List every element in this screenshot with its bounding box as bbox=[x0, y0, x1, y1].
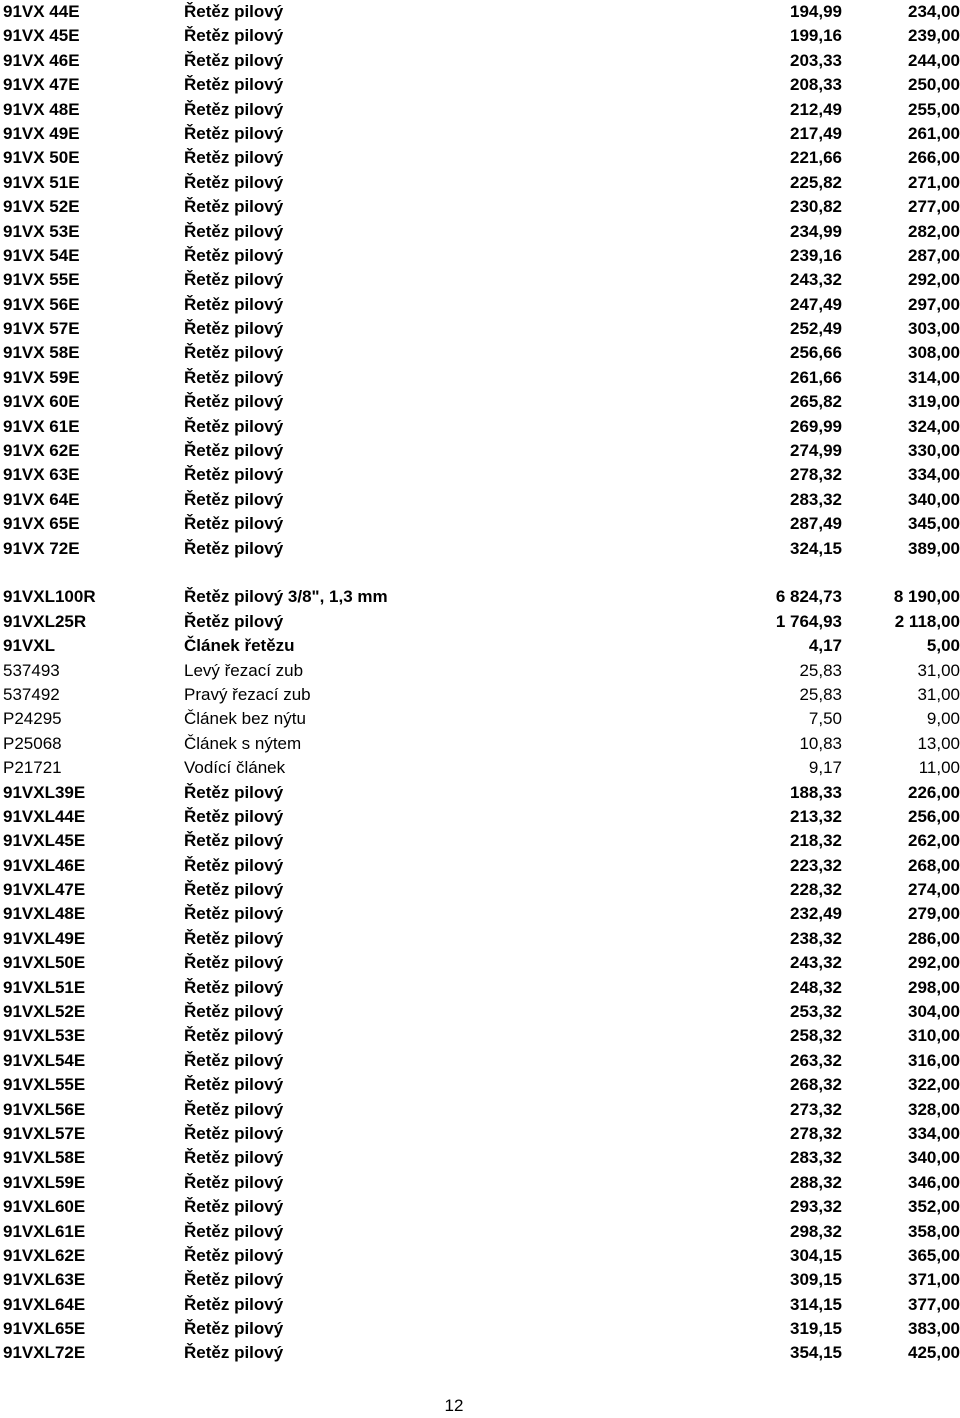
price-with-vat: 365,00 bbox=[908, 1245, 960, 1265]
price-without-vat: 4,17 bbox=[808, 636, 842, 656]
product-description: Řetěz pilový bbox=[184, 489, 284, 509]
table-row bbox=[0, 293, 960, 317]
price-without-vat: 238,32 bbox=[790, 928, 842, 948]
price-with-vat: 266,00 bbox=[908, 148, 960, 168]
product-description: Pravý řezací zub bbox=[184, 684, 311, 704]
product-description: Řetěz pilový bbox=[184, 855, 284, 875]
product-code: 91VX 54E bbox=[3, 245, 80, 265]
product-description: Levý řezací zub bbox=[184, 660, 304, 680]
table-row bbox=[0, 122, 960, 146]
product-code: 91VXL53E bbox=[3, 1026, 86, 1046]
table-row bbox=[0, 537, 960, 561]
price-with-vat: 255,00 bbox=[908, 99, 960, 119]
product-code: 91VXL46E bbox=[3, 855, 86, 875]
price-without-vat: 309,15 bbox=[790, 1270, 842, 1290]
product-code: P24295 bbox=[3, 709, 62, 729]
product-description: Řetěz pilový 3/8", 1,3 mm bbox=[184, 587, 388, 607]
price-without-vat: 256,66 bbox=[790, 343, 842, 363]
product-description: Článek bez nýtu bbox=[184, 709, 306, 729]
price-without-vat: 194,99 bbox=[790, 2, 842, 21]
product-code: 91VX 72E bbox=[3, 538, 80, 558]
price-without-vat: 278,32 bbox=[790, 1123, 842, 1143]
price-without-vat: 287,49 bbox=[790, 514, 842, 534]
product-description: Řetěz pilový bbox=[184, 514, 284, 534]
price-without-vat: 223,32 bbox=[790, 855, 842, 875]
price-without-vat: 239,16 bbox=[790, 245, 842, 265]
price-with-vat: 8 190,00 bbox=[893, 587, 960, 607]
product-code: 91VXL bbox=[3, 636, 55, 656]
product-description: Řetěz pilový bbox=[184, 1172, 284, 1192]
product-description: Řetěz pilový bbox=[184, 1026, 284, 1046]
price-without-vat: 243,32 bbox=[790, 270, 842, 290]
table-row bbox=[0, 902, 960, 926]
price-with-vat: 226,00 bbox=[908, 782, 960, 802]
product-description: Řetěz pilový bbox=[184, 26, 284, 46]
table-row bbox=[0, 1220, 960, 1244]
table-row bbox=[0, 829, 960, 853]
price-without-vat: 283,32 bbox=[790, 1148, 842, 1168]
price-with-vat: 292,00 bbox=[908, 953, 960, 973]
price-with-vat: 316,00 bbox=[908, 1050, 960, 1070]
price-with-vat: 2 118,00 bbox=[894, 611, 960, 631]
product-description: Řetěz pilový bbox=[184, 782, 284, 802]
price-with-vat: 256,00 bbox=[908, 806, 960, 826]
price-without-vat: 288,32 bbox=[790, 1172, 842, 1192]
price-with-vat: 250,00 bbox=[908, 75, 960, 95]
product-code: 91VXL54E bbox=[3, 1050, 86, 1070]
price-without-vat: 243,32 bbox=[790, 953, 842, 973]
product-code: 91VXL58E bbox=[3, 1148, 86, 1168]
table-row bbox=[0, 854, 960, 878]
product-description: Řetěz pilový bbox=[184, 2, 284, 21]
price-without-vat: 273,32 bbox=[790, 1099, 842, 1119]
table-row bbox=[0, 1000, 960, 1024]
product-description: Řetěz pilový bbox=[184, 1270, 284, 1290]
product-description: Řetěz pilový bbox=[184, 806, 284, 826]
price-with-vat: 279,00 bbox=[908, 904, 960, 924]
price-with-vat: 319,00 bbox=[908, 392, 960, 412]
price-with-vat: 371,00 bbox=[908, 1270, 960, 1290]
product-description: Řetěz pilový bbox=[184, 294, 284, 314]
table-row bbox=[0, 195, 960, 219]
price-with-vat: 261,00 bbox=[908, 123, 960, 143]
table-row bbox=[0, 415, 960, 439]
product-code: P21721 bbox=[3, 758, 62, 778]
price-without-vat: 230,82 bbox=[790, 197, 842, 217]
price-with-vat: 13,00 bbox=[917, 733, 960, 753]
table-row bbox=[0, 1293, 960, 1317]
price-with-vat: 297,00 bbox=[908, 294, 960, 314]
product-code: 91VXL51E bbox=[3, 977, 86, 997]
price-without-vat: 228,32 bbox=[790, 880, 842, 900]
table-row bbox=[0, 1073, 960, 1097]
product-code: 91VX 49E bbox=[3, 123, 80, 143]
price-without-vat: 213,32 bbox=[790, 806, 842, 826]
price-with-vat: 334,00 bbox=[908, 465, 960, 485]
page-number: 12 bbox=[444, 1396, 464, 1415]
price-without-vat: 234,99 bbox=[790, 221, 842, 241]
table-row bbox=[0, 1098, 960, 1122]
price-with-vat: 9,00 bbox=[926, 709, 960, 729]
product-description: Článek řetězu bbox=[184, 636, 295, 656]
price-without-vat: 268,32 bbox=[790, 1075, 842, 1095]
table-row bbox=[0, 610, 960, 634]
price-with-vat: 330,00 bbox=[908, 441, 960, 461]
product-code: 91VX 52E bbox=[3, 197, 80, 217]
price-without-vat: 1 764,93 bbox=[775, 611, 842, 631]
product-code: 91VXL39E bbox=[3, 782, 86, 802]
price-with-vat: 234,00 bbox=[908, 2, 960, 21]
product-description: Řetěz pilový bbox=[184, 1148, 284, 1168]
product-description: Řetěz pilový bbox=[184, 245, 284, 265]
price-without-vat: 269,99 bbox=[790, 416, 842, 436]
table-row bbox=[0, 463, 960, 487]
product-description: Řetěz pilový bbox=[184, 831, 284, 851]
table-row bbox=[0, 732, 960, 756]
product-description: Řetěz pilový bbox=[184, 953, 284, 973]
price-without-vat: 225,82 bbox=[790, 172, 842, 192]
product-code: 91VX 51E bbox=[3, 172, 80, 192]
price-with-vat: 239,00 bbox=[908, 26, 960, 46]
table-row bbox=[0, 439, 960, 463]
product-description: Řetěz pilový bbox=[184, 880, 284, 900]
product-description: Řetěz pilový bbox=[184, 416, 284, 436]
price-with-vat: 346,00 bbox=[908, 1172, 960, 1192]
price-without-vat: 265,82 bbox=[790, 392, 842, 412]
product-code: 91VX 65E bbox=[3, 514, 80, 534]
product-description: Řetěz pilový bbox=[184, 75, 284, 95]
table-row bbox=[0, 244, 960, 268]
table-row bbox=[0, 1268, 960, 1292]
table-row bbox=[0, 1049, 960, 1073]
price-with-vat: 5,00 bbox=[926, 636, 960, 656]
table-row bbox=[0, 756, 960, 780]
price-with-vat: 271,00 bbox=[908, 172, 960, 192]
price-with-vat: 345,00 bbox=[908, 514, 960, 534]
product-description: Řetěz pilový bbox=[184, 1002, 284, 1022]
product-code: 91VX 47E bbox=[3, 75, 80, 95]
table-row bbox=[0, 927, 960, 951]
price-without-vat: 10,83 bbox=[799, 733, 842, 753]
product-description: Řetěz pilový bbox=[184, 392, 284, 412]
product-description: Řetěz pilový bbox=[184, 904, 284, 924]
price-without-vat: 217,49 bbox=[790, 123, 842, 143]
table-row bbox=[0, 1146, 960, 1170]
product-description: Řetěz pilový bbox=[184, 172, 284, 192]
price-without-vat: 247,49 bbox=[790, 294, 842, 314]
price-without-vat: 25,83 bbox=[799, 660, 842, 680]
price-without-vat: 232,49 bbox=[790, 904, 842, 924]
table-row bbox=[0, 781, 960, 805]
table-row bbox=[0, 1122, 960, 1146]
table-row bbox=[0, 805, 960, 829]
product-code: 537492 bbox=[3, 684, 60, 704]
price-with-vat: 303,00 bbox=[908, 319, 960, 339]
table-row bbox=[0, 707, 960, 731]
table-row bbox=[0, 1195, 960, 1219]
price-without-vat: 188,33 bbox=[790, 782, 842, 802]
table-row bbox=[0, 0, 960, 24]
price-with-vat: 262,00 bbox=[908, 831, 960, 851]
product-code: 91VXL64E bbox=[3, 1294, 86, 1314]
product-description: Řetěz pilový bbox=[184, 441, 284, 461]
price-with-vat: 282,00 bbox=[908, 221, 960, 241]
price-with-vat: 383,00 bbox=[908, 1319, 960, 1339]
product-description: Řetěz pilový bbox=[184, 1343, 284, 1363]
product-code: 91VXL50E bbox=[3, 953, 86, 973]
product-description: Řetěz pilový bbox=[184, 1221, 284, 1241]
product-description: Řetěz pilový bbox=[184, 977, 284, 997]
product-code: 91VXL62E bbox=[3, 1245, 86, 1265]
price-with-vat: 287,00 bbox=[908, 245, 960, 265]
product-code: 91VXL100R bbox=[3, 587, 96, 607]
product-code: 91VXL72E bbox=[3, 1343, 86, 1363]
table-row bbox=[0, 73, 960, 97]
price-without-vat: 324,15 bbox=[790, 538, 842, 558]
price-with-vat: 277,00 bbox=[908, 197, 960, 217]
price-without-vat: 354,15 bbox=[790, 1343, 842, 1363]
product-code: 91VX 46E bbox=[3, 50, 80, 70]
table-row bbox=[0, 220, 960, 244]
product-code: 91VX 44E bbox=[3, 2, 80, 21]
product-description: Řetěz pilový bbox=[184, 1197, 284, 1217]
price-with-vat: 425,00 bbox=[908, 1343, 960, 1363]
price-without-vat: 199,16 bbox=[790, 26, 842, 46]
product-description: Řetěz pilový bbox=[184, 1099, 284, 1119]
price-with-vat: 11,00 bbox=[918, 758, 960, 778]
price-without-vat: 258,32 bbox=[790, 1026, 842, 1046]
product-description: Řetěz pilový bbox=[184, 928, 284, 948]
product-description: Řetěz pilový bbox=[184, 221, 284, 241]
price-with-vat: 286,00 bbox=[908, 928, 960, 948]
price-without-vat: 319,15 bbox=[790, 1319, 842, 1339]
product-description: Řetěz pilový bbox=[184, 1050, 284, 1070]
table-row bbox=[0, 171, 960, 195]
table-row bbox=[0, 24, 960, 48]
price-with-vat: 31,00 bbox=[917, 684, 960, 704]
product-code: 91VXL63E bbox=[3, 1270, 86, 1290]
table-row bbox=[0, 683, 960, 707]
table-row bbox=[0, 634, 960, 658]
product-code: 91VX 55E bbox=[3, 270, 80, 290]
price-without-vat: 212,49 bbox=[790, 99, 842, 119]
price-without-vat: 203,33 bbox=[790, 50, 842, 70]
price-without-vat: 208,33 bbox=[790, 75, 842, 95]
price-with-vat: 322,00 bbox=[908, 1075, 960, 1095]
product-code: 91VX 57E bbox=[3, 319, 80, 339]
table-row bbox=[0, 49, 960, 73]
product-code: 91VXL45E bbox=[3, 831, 86, 851]
product-description: Řetěz pilový bbox=[184, 123, 284, 143]
price-without-vat: 253,32 bbox=[790, 1002, 842, 1022]
price-without-vat: 248,32 bbox=[790, 977, 842, 997]
price-with-vat: 268,00 bbox=[908, 855, 960, 875]
product-code: 91VX 56E bbox=[3, 294, 80, 314]
price-with-vat: 292,00 bbox=[908, 270, 960, 290]
table-row bbox=[0, 98, 960, 122]
price-with-vat: 389,00 bbox=[908, 538, 960, 558]
product-code: 91VXL57E bbox=[3, 1123, 86, 1143]
product-code: 91VXL52E bbox=[3, 1002, 86, 1022]
product-code: 91VXL65E bbox=[3, 1319, 86, 1339]
price-with-vat: 298,00 bbox=[908, 977, 960, 997]
table-row bbox=[0, 1244, 960, 1268]
price-with-vat: 310,00 bbox=[908, 1026, 960, 1046]
table-row bbox=[0, 585, 960, 609]
product-code: 91VX 53E bbox=[3, 221, 80, 241]
product-code: 91VXL44E bbox=[3, 806, 86, 826]
product-code: 91VXL61E bbox=[3, 1221, 86, 1241]
table-row bbox=[0, 317, 960, 341]
price-with-vat: 31,00 bbox=[917, 660, 960, 680]
product-code: P25068 bbox=[3, 733, 62, 753]
price-with-vat: 274,00 bbox=[908, 880, 960, 900]
price-with-vat: 324,00 bbox=[908, 416, 960, 436]
price-without-vat: 263,32 bbox=[790, 1050, 842, 1070]
product-code: 91VXL55E bbox=[3, 1075, 86, 1095]
product-description: Řetěz pilový bbox=[184, 538, 284, 558]
price-without-vat: 304,15 bbox=[790, 1245, 842, 1265]
price-without-vat: 298,32 bbox=[790, 1221, 842, 1241]
product-code: 91VX 64E bbox=[3, 489, 80, 509]
product-description: Řetěz pilový bbox=[184, 343, 284, 363]
price-without-vat: 218,32 bbox=[790, 831, 842, 851]
product-code: 91VX 58E bbox=[3, 343, 80, 363]
price-with-vat: 308,00 bbox=[908, 343, 960, 363]
product-code: 91VXL56E bbox=[3, 1099, 86, 1119]
price-without-vat: 6 824,73 bbox=[775, 587, 842, 607]
table-row bbox=[0, 390, 960, 414]
price-without-vat: 9,17 bbox=[808, 758, 842, 778]
price-without-vat: 314,15 bbox=[790, 1294, 842, 1314]
table-row bbox=[0, 976, 960, 1000]
product-description: Vodící článek bbox=[184, 758, 286, 778]
price-with-vat: 244,00 bbox=[908, 50, 960, 70]
product-code: 91VX 60E bbox=[3, 392, 80, 412]
table-row bbox=[0, 1341, 960, 1365]
price-without-vat: 7,50 bbox=[808, 709, 842, 729]
table-row bbox=[0, 146, 960, 170]
table-row bbox=[0, 488, 960, 512]
table-row bbox=[0, 512, 960, 536]
price-without-vat: 283,32 bbox=[790, 489, 842, 509]
price-with-vat: 358,00 bbox=[908, 1221, 960, 1241]
price-with-vat: 340,00 bbox=[908, 489, 960, 509]
product-code: 91VX 48E bbox=[3, 99, 80, 119]
price-without-vat: 278,32 bbox=[790, 465, 842, 485]
product-description: Řetěz pilový bbox=[184, 1123, 284, 1143]
product-description: Řetěz pilový bbox=[184, 1245, 284, 1265]
price-without-vat: 293,32 bbox=[790, 1197, 842, 1217]
price-with-vat: 304,00 bbox=[908, 1002, 960, 1022]
product-description: Řetěz pilový bbox=[184, 1294, 284, 1314]
product-code: 537493 bbox=[3, 660, 60, 680]
table-row bbox=[0, 1317, 960, 1341]
price-with-vat: 377,00 bbox=[908, 1294, 960, 1314]
product-code: 91VXL60E bbox=[3, 1197, 86, 1217]
product-code: 91VX 59E bbox=[3, 367, 80, 387]
table-row bbox=[0, 659, 960, 683]
price-without-vat: 25,83 bbox=[799, 684, 842, 704]
product-code: 91VX 45E bbox=[3, 26, 80, 46]
table-row bbox=[0, 951, 960, 975]
product-description: Řetěz pilový bbox=[184, 99, 284, 119]
product-code: 91VX 61E bbox=[3, 416, 80, 436]
table-row bbox=[0, 341, 960, 365]
product-description: Řetěz pilový bbox=[184, 1075, 284, 1095]
product-description: Řetěz pilový bbox=[184, 319, 284, 339]
product-description: Řetěz pilový bbox=[184, 270, 284, 290]
product-description: Řetěz pilový bbox=[184, 465, 284, 485]
product-code: 91VXL59E bbox=[3, 1172, 86, 1192]
price-without-vat: 274,99 bbox=[790, 441, 842, 461]
product-description: Řetěz pilový bbox=[184, 197, 284, 217]
price-with-vat: 328,00 bbox=[908, 1099, 960, 1119]
product-description: Řetěz pilový bbox=[184, 1319, 284, 1339]
product-description: Řetěz pilový bbox=[184, 148, 284, 168]
price-with-vat: 314,00 bbox=[908, 367, 960, 387]
table-row bbox=[0, 1171, 960, 1195]
product-code: 91VX 63E bbox=[3, 465, 80, 485]
product-code: 91VXL25R bbox=[3, 611, 87, 631]
price-without-vat: 252,49 bbox=[790, 319, 842, 339]
product-code: 91VX 50E bbox=[3, 148, 80, 168]
price-without-vat: 261,66 bbox=[790, 367, 842, 387]
product-description: Řetěz pilový bbox=[184, 611, 284, 631]
product-code: 91VXL47E bbox=[3, 880, 86, 900]
product-code: 91VXL49E bbox=[3, 928, 86, 948]
product-description: Řetěz pilový bbox=[184, 50, 284, 70]
product-description: Článek s nýtem bbox=[184, 733, 302, 753]
price-without-vat: 221,66 bbox=[790, 148, 842, 168]
price-with-vat: 340,00 bbox=[908, 1148, 960, 1168]
table-row bbox=[0, 1024, 960, 1048]
table-row bbox=[0, 268, 960, 292]
product-code: 91VX 62E bbox=[3, 441, 80, 461]
table-row bbox=[0, 366, 960, 390]
table-row bbox=[0, 878, 960, 902]
product-code: 91VXL48E bbox=[3, 904, 86, 924]
price-with-vat: 334,00 bbox=[908, 1123, 960, 1143]
price-with-vat: 352,00 bbox=[908, 1197, 960, 1217]
product-description: Řetěz pilový bbox=[184, 367, 284, 387]
